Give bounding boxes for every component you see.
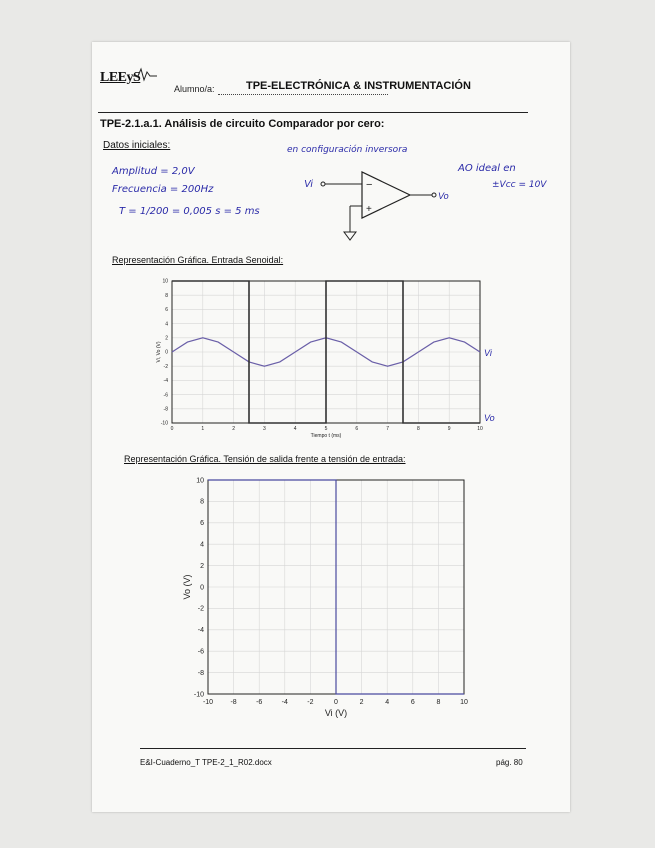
y-tick-label: 6 <box>165 307 168 314</box>
alumno-label: Alumno/a: <box>174 84 215 94</box>
y-tick-label: -6 <box>163 392 168 399</box>
datos-iniciales-label: Datos iniciales: <box>103 140 171 151</box>
y-tick-label: -6 <box>197 648 204 656</box>
transfer-characteristic-chart <box>182 474 472 730</box>
y-tick-label: -4 <box>163 378 168 385</box>
x-tick-label: 6 <box>355 426 359 432</box>
schematic-vo-label: Vo <box>438 191 449 201</box>
y-tick-label: 6 <box>200 520 204 528</box>
x-tick-label: 2 <box>359 699 364 706</box>
x-tick-label: 0 <box>170 426 174 432</box>
logo-text: LEEyS <box>100 70 141 85</box>
x-tick-label: -4 <box>281 699 288 706</box>
schematic-vi-label: Vi <box>304 179 313 190</box>
y-tick-label: 10 <box>196 477 204 485</box>
logo-wave-icon <box>132 66 158 82</box>
y-axis-label: Vi, Vo (V) <box>156 341 162 363</box>
y-tick-label: 4 <box>200 541 204 549</box>
y-tick-label: 8 <box>165 292 168 299</box>
output-terminal <box>432 193 436 197</box>
x-tick-label: 9 <box>447 426 451 432</box>
x-axis-label: Vi (V) <box>324 708 348 718</box>
x-tick-label: -8 <box>230 699 237 706</box>
x-tick-label: 0 <box>334 699 338 706</box>
y-tick-label: 2 <box>200 562 204 570</box>
x-tick-label: -2 <box>307 699 314 706</box>
y-tick-label: -10 <box>160 420 168 427</box>
handwritten-periodo: T = 1/200 = 0,005 s = 5 ms <box>119 206 260 217</box>
x-axis-label: Tiempo t (ms) <box>310 433 342 439</box>
x-tick-label: 4 <box>385 699 390 706</box>
x-tick-label: 4 <box>293 426 297 432</box>
x-tick-label: 10 <box>460 699 468 706</box>
y-tick-label: 4 <box>165 321 168 328</box>
y-tick-label: 2 <box>165 335 168 342</box>
y-tick-label: -2 <box>197 605 204 613</box>
y-tick-label: 0 <box>165 349 168 356</box>
x-tick-label: 3 <box>263 426 266 432</box>
noninverting-input-sign: + <box>366 204 372 215</box>
series-label-vo: Vo <box>484 413 495 423</box>
inverting-input-sign: − <box>366 179 373 191</box>
document-title: TPE-ELECTRÓNICA & INSTRUMENTACIÓN <box>246 80 471 92</box>
handwritten-config: en configuración inversora <box>287 145 408 155</box>
y-axis-label: Vo (V) <box>182 574 192 600</box>
y-tick-label: -10 <box>193 691 204 699</box>
x-tick-label: -6 <box>256 699 263 706</box>
document-page <box>92 42 570 812</box>
x-tick-label: 6 <box>410 699 415 706</box>
handwritten-vcc: ±Vcc = 10V <box>492 180 547 190</box>
y-tick-label: 10 <box>162 278 168 285</box>
x-tick-label: 7 <box>386 426 389 432</box>
x-tick-label: 1 <box>201 426 205 432</box>
y-tick-label: -8 <box>197 669 204 677</box>
opamp-schematic <box>302 162 462 246</box>
handwritten-frecuencia: Frecuencia = 200Hz <box>112 184 214 195</box>
footer-filename: E&I-Cuaderno_T TPE-2_1_R02.docx <box>140 758 272 767</box>
input-terminal <box>321 182 325 186</box>
header-divider <box>98 112 528 113</box>
graph2-subtitle: Representación Gráfica. Tensión de salida frente a tensión de entrada: <box>124 454 406 464</box>
x-tick-label: -10 <box>202 699 214 706</box>
section-title: TPE-2.1.a.1. Análisis de circuito Comparador por cero: <box>100 118 385 130</box>
ground-icon <box>344 232 356 240</box>
x-tick-label: 2 <box>232 426 235 432</box>
series-label-vi: Vi <box>484 348 492 358</box>
handwritten-ao-ideal: AO ideal en <box>458 163 516 174</box>
handwritten-amplitud: Amplitud = 2,0V <box>112 166 195 177</box>
footer-divider <box>140 748 526 749</box>
x-tick-label: 8 <box>436 699 441 706</box>
y-tick-label: 0 <box>200 584 204 592</box>
alumno-input-line <box>218 94 388 95</box>
time-domain-chart <box>154 275 514 447</box>
y-tick-label: -4 <box>197 627 204 635</box>
y-tick-label: 8 <box>200 498 204 506</box>
x-tick-label: 10 <box>477 426 483 432</box>
x-tick-label: 5 <box>324 426 328 432</box>
y-tick-label: -2 <box>163 363 168 370</box>
x-tick-label: 8 <box>417 426 420 432</box>
graph1-subtitle: Representación Gráfica. Entrada Senoidal: <box>112 255 284 265</box>
footer-page-number: pág. 80 <box>496 758 523 767</box>
y-tick-label: -8 <box>163 406 168 413</box>
